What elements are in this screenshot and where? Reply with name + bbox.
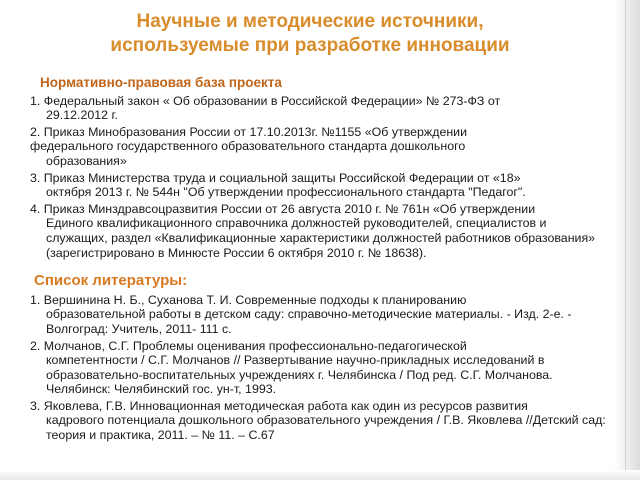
slide-title-line-2: используемые при разработке инновации — [110, 35, 510, 56]
legal-heading: Нормативно-правовая база проекта — [40, 75, 282, 90]
literature-item-3-rest: кадрового потенциала дошкольного образовательного учреждения / Г.В. Яковлева //Детский сад: теория и практика, 2011. – № 11. – С.67 — [46, 413, 606, 443]
literature-heading: Список литературы: — [34, 272, 188, 290]
literature-item-3 — [30, 399, 608, 443]
slide-frame-right — [614, 0, 640, 480]
legal-item-2-rest-2: образования» — [46, 153, 127, 168]
legal-item-4 — [30, 202, 608, 260]
literature-item-1 — [30, 293, 608, 337]
legal-item-3 — [30, 171, 608, 200]
slide-content — [30, 76, 608, 445]
legal-item-4-rest: Единого квалификационного справочника должностей руководителей, специалистов и служащих, раздел «Квалификационные характеристики должностей работников образования» (зарегистрировано в Минюсте России 6 октября 2010 г. № 18638). — [46, 216, 596, 260]
legal-item-4-first: 4. Приказ Минздравсоцразвития России от 26 августа 2010 г. № 761н «Об утверждении — [30, 201, 536, 216]
legal-item-3-first: 3. Приказ Министерства труда и социальной защиты Российской Федерации от «18» — [30, 170, 521, 185]
slide-title — [40, 10, 580, 58]
legal-item-2-first: 2. Приказ Минобразования России от 17.10.2013г. №1155 «Об утверждении — [30, 124, 468, 139]
slide-title-line-1: Научные и методические источники, — [136, 11, 484, 32]
literature-item-1-rest: образовательной работы в детском саду: справочно-методические материалы. - Изд. 2-е. - Волгоград: Учитель, 2011- 111 с. — [46, 307, 572, 336]
slide-frame-bottom — [0, 470, 640, 480]
legal-item-2 — [30, 125, 608, 169]
legal-item-3-rest: октября 2013 г. № 544н "Об утверждении профессионального стандарта "Педагог". — [46, 185, 526, 200]
literature-item-3-first: 3. Яковлева, Г.В. Инновационная методическая работа как один из ресурсов развития — [30, 398, 528, 413]
legal-item-1-rest: 29.12.2012 г. — [46, 108, 118, 123]
literature-item-2-rest: компетентности / С.Г. Молчанов // Развертывание научно-прикладных исследований в образовательно-воспитательных учреждениях г. Челябинска / Под ред. С.Г. Молчанова. Челябинск: Челябинский гос. ун-т, 1993. — [46, 353, 553, 397]
legal-item-1-first: 1. Федеральный закон « Об образовании в Российской Федерации» № 273-ФЗ от — [30, 93, 501, 108]
slide-frame-line — [625, 0, 626, 480]
literature-item-2 — [30, 339, 608, 397]
literature-item-2-first: 2. Молчанов, С.Г. Проблемы оценивания профессионально-педагогической — [30, 338, 467, 353]
legal-item-2-rest: федерального государственного образовательного стандарта дошкольного — [30, 139, 466, 154]
legal-item-1 — [30, 94, 608, 123]
literature-item-1-first: 1. Вершинина Н. Б., Суханова Т. И. Современные подходы к планированию — [30, 292, 467, 307]
